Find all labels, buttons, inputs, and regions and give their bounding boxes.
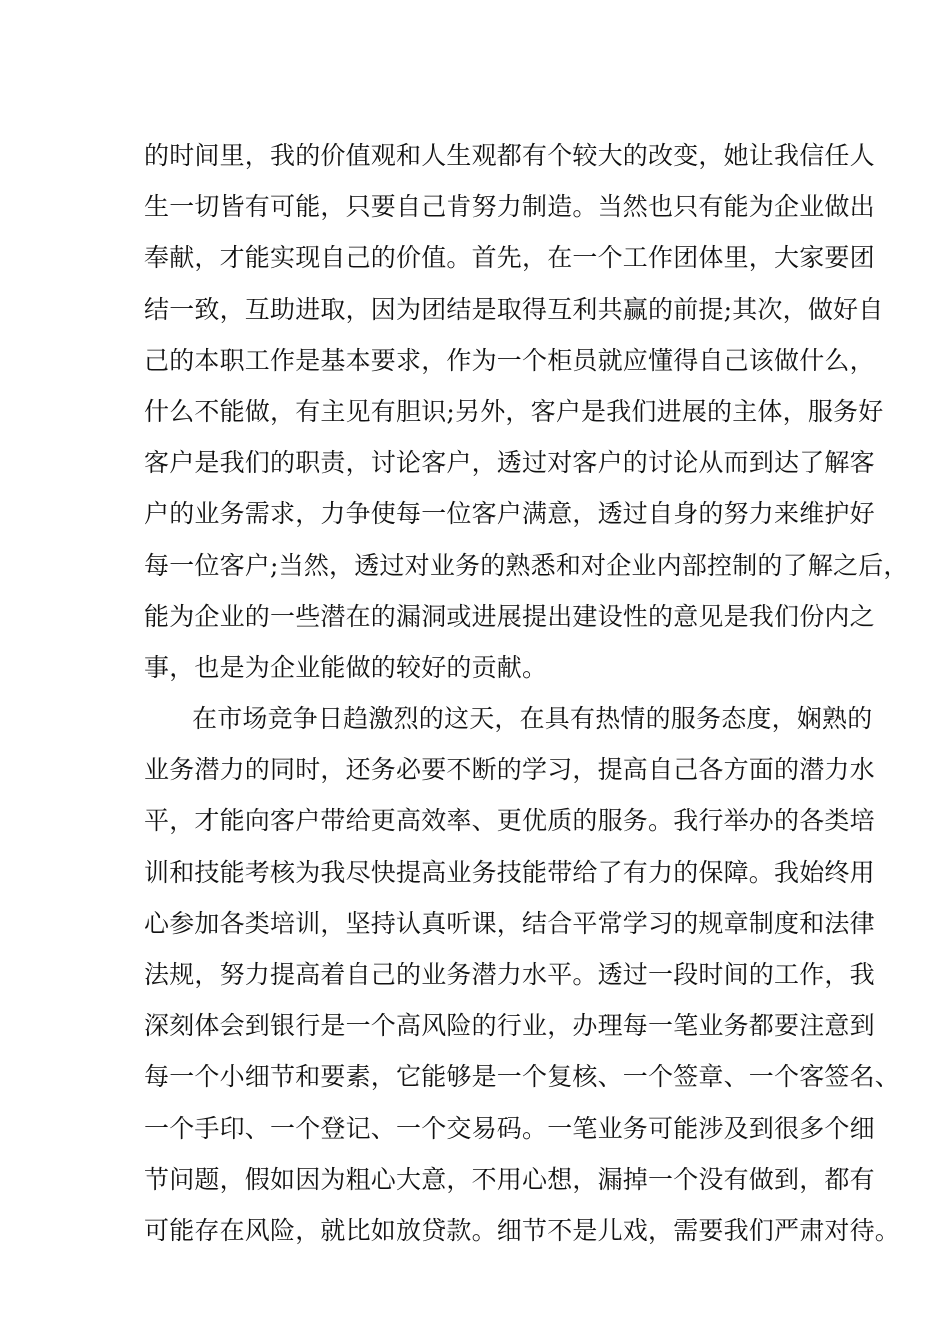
- text-line: 训和技能考核为我尽快提高业务技能带给了有力的保障。我始终用: [144, 857, 875, 887]
- text-line: 节问题，假如因为粗心大意，不用心想，漏掉一个没有做到，都有: [144, 1164, 875, 1194]
- text-line: 的时间里，我的价值观和人生观都有个较大的改变，她让我信任人: [144, 141, 875, 170]
- text-line: 心参加各类培训，坚持认真听课，结合平常学习的规章制度和法律: [144, 908, 875, 938]
- paragraph-1: [144, 130, 909, 693]
- text-line: 户的业务需求，力争使每一位客户满意，透过自身的努力来维护好: [144, 499, 875, 529]
- text-line: 每一个小细节和要素，它能够是一个复核、一个签章、一个客签名、: [144, 1062, 901, 1092]
- text-line: 业务潜力的同时，还务必要不断的学习，提高自己各方面的潜力水: [144, 755, 875, 785]
- text-line: 深刻体会到银行是一个高风险的行业，办理每一笔业务都要注意到: [144, 1011, 875, 1041]
- text-line: 法规，努力提高着自己的业务潜力水平。透过一段时间的工作，我: [144, 960, 875, 989]
- text-line: 生一切皆有可能，只要自己肯努力制造。当然也只有能为企业做出: [144, 192, 875, 222]
- body-text: [144, 130, 909, 1256]
- text-line: 结一致，互助进取，因为团结是取得互利共赢的前提;其次，做好自: [144, 294, 884, 324]
- text-line: 己的本职工作是基本要求，作为一个柜员就应懂得自己该做什么，: [144, 345, 875, 375]
- text-line: 每一位客户;当然，透过对业务的熟悉和对企业内部控制的了解之后，: [144, 550, 909, 580]
- text-line: 什么不能做，有主见有胆识;另外，客户是我们进展的主体，服务好: [144, 396, 884, 426]
- text-line: 一个手印、一个登记、一个交易码。一笔业务可能涉及到很多个细: [144, 1113, 875, 1143]
- text-line: 奉献，才能实现自己的价值。首先，在一个工作团体里，大家要团: [144, 243, 875, 273]
- text-line: 平，才能向客户带给更高效率、更优质的服务。我行举办的各类培: [144, 806, 875, 836]
- text-line: 可能存在风险，就比如放贷款。细节不是儿戏，需要我们严肃对待。: [144, 1215, 901, 1245]
- text-line-indented: 在市场竞争日趋激烈的这天，在具有热情的服务态度，娴熟的: [192, 704, 873, 734]
- text-line: 事，也是为企业能做的较好的贡献。: [144, 652, 548, 682]
- paragraph-2: [144, 693, 901, 1256]
- text-line: 客户是我们的职责，讨论客户，透过对客户的讨论从而到达了解客: [144, 448, 875, 478]
- text-line: 能为企业的一些潜在的漏洞或进展提出建设性的意见是我们份内之: [144, 601, 875, 631]
